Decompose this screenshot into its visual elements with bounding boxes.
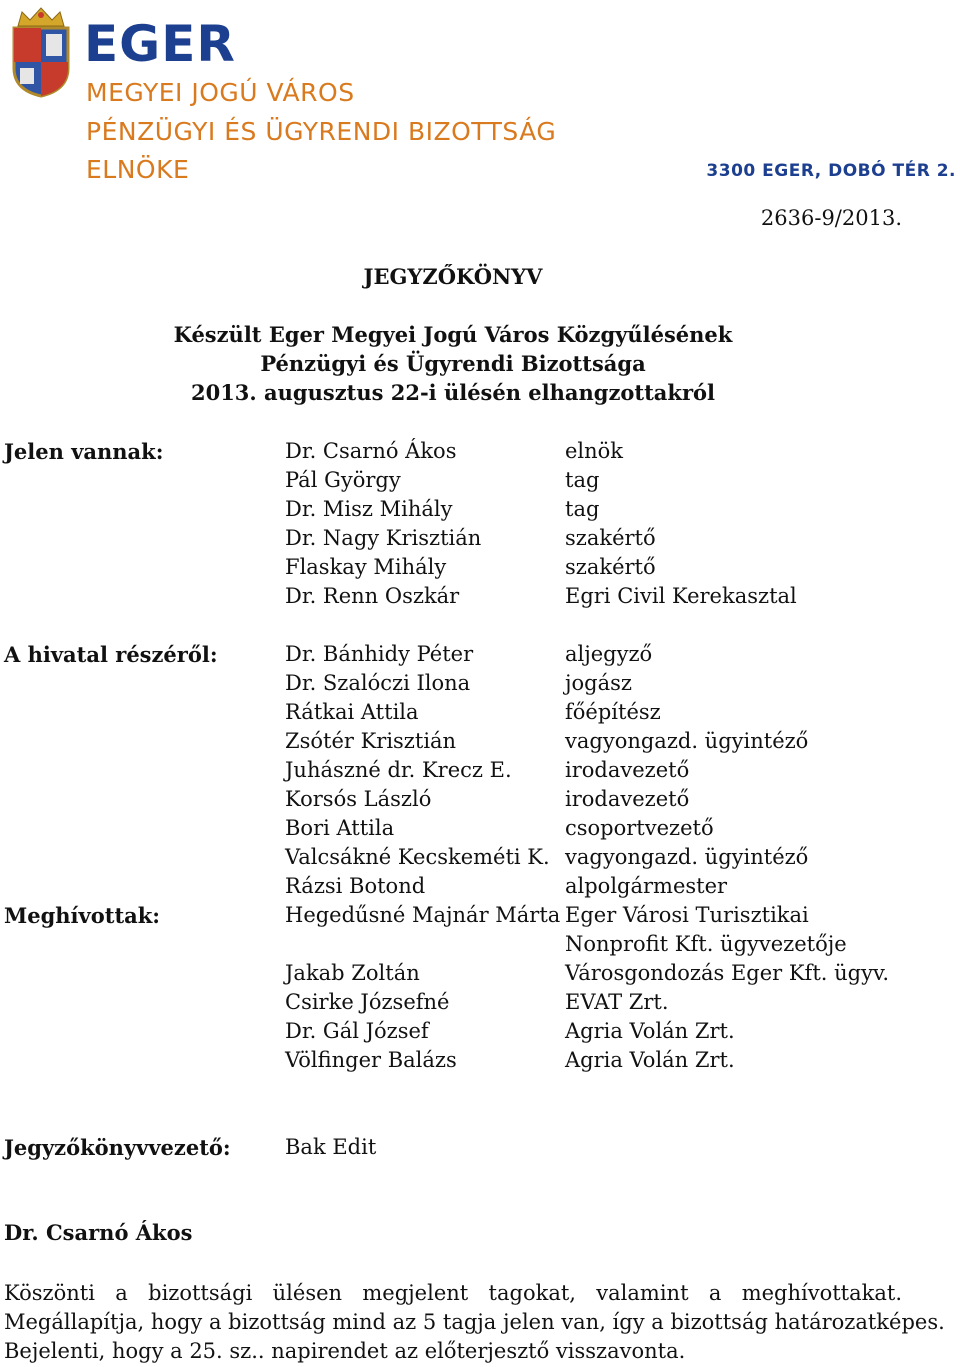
- person-name: Csirke Józsefné: [285, 990, 450, 1014]
- person-name: Juhászné dr. Krecz E.: [285, 758, 512, 782]
- attendance-row: [0, 843, 960, 872]
- attendance-row: [0, 669, 960, 698]
- reference-number: 2636-9/2013.: [760, 206, 902, 230]
- attendance-row: [0, 495, 960, 524]
- attendance-row: [0, 901, 960, 930]
- person-name: Bori Attila: [285, 816, 395, 840]
- person-name: Dr. Bánhidy Péter: [285, 642, 474, 666]
- person-role: tag: [565, 468, 600, 492]
- person-name: Zsótér Krisztián: [285, 729, 457, 753]
- person-name: Pál György: [285, 468, 401, 492]
- person-role: Nonprofit Kft. ügyvezetője: [565, 932, 847, 956]
- letterhead-line-2: PÉNZÜGYI ÉS ÜGYRENDI BIZOTTSÁG: [86, 117, 557, 146]
- person-name: Dr. Nagy Krisztián: [285, 526, 482, 550]
- attendance-row: [0, 437, 960, 466]
- person-role: EVAT Zrt.: [565, 990, 669, 1014]
- attendance-row: [0, 582, 960, 611]
- attendance-row: [0, 1046, 960, 1075]
- person-name: Rázsi Botond: [285, 874, 426, 898]
- person-name: Dr. Gál József: [285, 1019, 429, 1043]
- person-role: Városgondozás Eger Kft. ügyv.: [565, 961, 889, 985]
- paragraph-line: Megállapítja, hogy a bizottság mind az 5 tagja jelen van, így a bizottság határozatképes.: [4, 1310, 945, 1334]
- attendance-row: [0, 466, 960, 495]
- attendance-row: [0, 785, 960, 814]
- paragraph-line: Köszönti a bizottsági ülésen megjelent tagokat, valamint a meghívottakat.: [4, 1281, 902, 1305]
- letterhead-line-1: MEGYEI JOGÚ VÁROS: [86, 78, 355, 107]
- person-role: főépítész: [565, 700, 661, 724]
- subtitle-line: Készült Eger Megyei Jogú Város Közgyűlésének: [173, 322, 733, 347]
- paragraph-line: Bejelenti, hogy a 25. sz.. napirendet az előterjesztő visszavonta.: [4, 1339, 686, 1363]
- letterhead-line-3: ELNÖKE: [86, 155, 190, 184]
- attendance-row: [0, 524, 960, 553]
- attendance-row: [0, 640, 960, 669]
- attendance-row: [0, 959, 960, 988]
- subtitle-line: Pénzügyi és Ügyrendi Bizottsága: [260, 351, 646, 376]
- attendance-row: [0, 814, 960, 843]
- person-role: szakértő: [565, 555, 656, 579]
- attendance-row: [0, 1017, 960, 1046]
- attendance-row: [0, 727, 960, 756]
- section-label: A hivatal részéről:: [4, 642, 218, 667]
- person-role: Eger Városi Turisztikai: [565, 903, 809, 927]
- person-role: irodavezető: [565, 787, 690, 811]
- city-name: EGER: [84, 15, 236, 73]
- person-name: Dr. Szalóczi Ilona: [285, 671, 471, 695]
- coat-of-arms-icon: [6, 6, 76, 98]
- minutes-keeper-label: Jegyzőkönyvvezető:: [4, 1135, 231, 1160]
- person-name: Valcsákné Kecskeméti K.: [285, 845, 550, 869]
- attendance-row: [0, 553, 960, 582]
- attendance-row: [0, 698, 960, 727]
- address: 3300 EGER, DOBÓ TÉR 2.: [706, 161, 956, 181]
- person-role: Agria Volán Zrt.: [565, 1019, 735, 1043]
- person-role: csoportvezető: [565, 816, 714, 840]
- person-role: irodavezető: [565, 758, 690, 782]
- person-name: Korsós László: [285, 787, 432, 811]
- minutes-keeper-row: [0, 1133, 960, 1162]
- person-role: vagyongazd. ügyintéző: [565, 845, 809, 869]
- section-label: Jelen vannak:: [4, 439, 164, 464]
- section-label: Meghívottak:: [4, 903, 161, 928]
- person-role: elnök: [565, 439, 624, 463]
- attendance-row: [0, 988, 960, 1017]
- person-name: Hegedűsné Majnár Márta: [285, 903, 561, 927]
- person-role: aljegyző: [565, 642, 653, 666]
- attendance-row: [0, 872, 960, 901]
- attendance-row: [0, 930, 960, 959]
- person-role: Egri Civil Kerekasztal: [565, 584, 797, 608]
- person-role: tag: [565, 497, 600, 521]
- attendance-row: [0, 756, 960, 785]
- letterhead: [0, 0, 960, 195]
- person-name: Dr. Renn Oszkár: [285, 584, 460, 608]
- person-name: Flaskay Mihály: [285, 555, 447, 579]
- subtitle-line: 2013. augusztus 22-i ülésén elhangzottakról: [190, 380, 716, 405]
- person-name: Jakab Zoltán: [285, 961, 420, 985]
- person-name: Völfinger Balázs: [285, 1048, 457, 1072]
- speaker-name: Dr. Csarnó Ákos: [4, 1220, 193, 1245]
- person-name: Dr. Csarnó Ákos: [285, 439, 457, 463]
- person-role: Agria Volán Zrt.: [565, 1048, 735, 1072]
- person-role: alpolgármester: [565, 874, 728, 898]
- person-name: Rátkai Attila: [285, 700, 419, 724]
- document-title: JEGYZŐKÖNYV: [363, 264, 543, 289]
- person-name: Dr. Misz Mihály: [285, 497, 453, 521]
- minutes-keeper-name: Bak Edit: [285, 1135, 377, 1159]
- person-role: jogász: [565, 671, 632, 695]
- person-role: vagyongazd. ügyintéző: [565, 729, 809, 753]
- person-role: szakértő: [565, 526, 656, 550]
